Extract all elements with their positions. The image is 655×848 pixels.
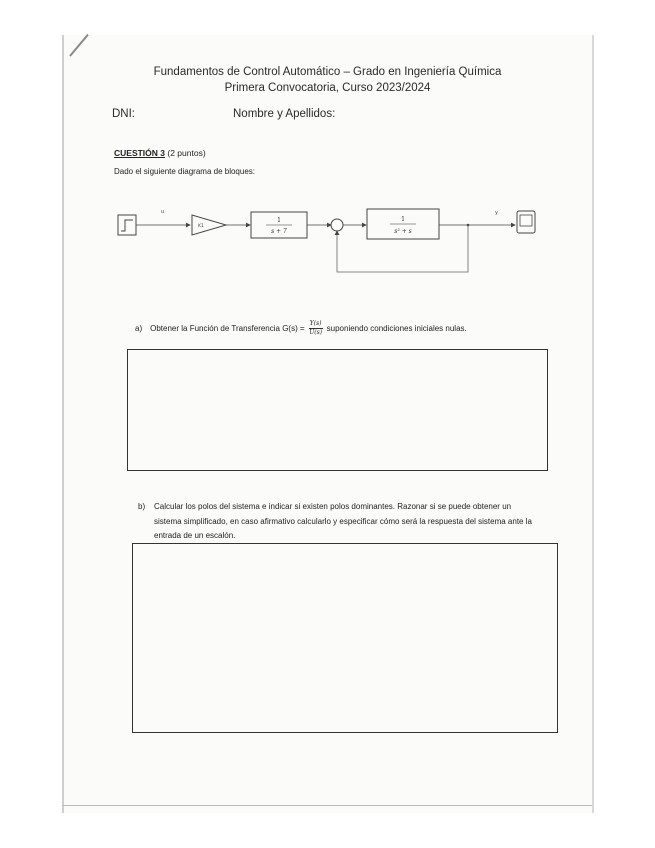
part-a-label: a) xyxy=(135,323,143,333)
block-diagram xyxy=(110,196,550,286)
question-number: CUESTIÓN 3 xyxy=(114,148,166,158)
input-label: u xyxy=(161,209,165,215)
exam-subtitle: Primera Convocatoria, Curso 2023/2024 xyxy=(224,82,431,94)
part-b-label: b) xyxy=(138,502,146,511)
name-label: Nombre y Apellidos: xyxy=(233,108,336,120)
block1-denominator: s + 7 xyxy=(271,228,287,235)
part-b-prompt xyxy=(138,500,538,544)
transfer-block-1 xyxy=(251,212,307,238)
answer-box-a[interactable] xyxy=(127,349,548,471)
paper-bottom-edge xyxy=(62,805,592,806)
block2-numerator: 1 xyxy=(401,216,405,223)
exam-title: Fundamentos de Control Automático – Grado en Ingeniería Química xyxy=(153,66,502,78)
part-a-prompt xyxy=(135,321,467,336)
scope-block xyxy=(517,211,535,233)
paper-edge xyxy=(62,35,64,813)
answer-box-b[interactable] xyxy=(132,543,558,733)
step-source-block xyxy=(118,215,136,235)
dni-label: DNI: xyxy=(112,108,135,120)
output-label: y xyxy=(495,210,498,216)
summing-junction xyxy=(331,219,343,231)
part-a-text-after: suponiendo condiciones iniciales nulas. xyxy=(326,323,467,333)
transfer-block-2 xyxy=(367,209,439,239)
part-b-text: Calcular los polos del sistema e indicar si existen polos dominantes. Razonar si se puede obtener un sistema simplificado, en caso afirmativo calcularlo y especificar cómo será la respuesta del sistema ante la entrada de un escalón. xyxy=(154,502,532,540)
fraction-numerator: Y(s) xyxy=(309,320,322,327)
gain-block xyxy=(192,215,226,235)
fraction-denominator: U(s) xyxy=(309,328,323,336)
part-a-text-before: Obtener la Función de Transferencia G(s) = xyxy=(150,323,305,333)
block1-numerator: 1 xyxy=(277,217,281,224)
question-intro: Dado el siguiente diagrama de bloques: xyxy=(114,167,255,176)
question-points: (2 puntos) xyxy=(167,148,206,158)
transfer-function-fraction xyxy=(309,321,323,336)
question-heading xyxy=(114,148,206,158)
block2-denominator: s² + s xyxy=(394,228,412,235)
gain-label: K1 xyxy=(198,224,204,229)
